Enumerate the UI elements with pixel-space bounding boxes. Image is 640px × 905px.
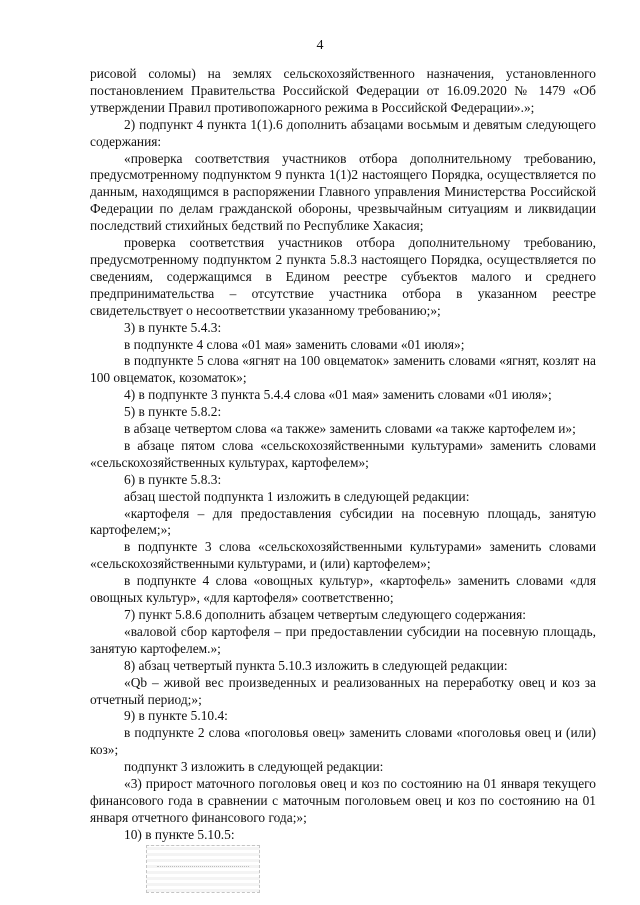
paragraph: в подпункте 4 слова «01 мая» заменить словами «01 июля»; — [124, 336, 465, 352]
paragraph: 10) в пункте 5.10.5: — [124, 826, 235, 842]
document-body — [90, 66, 596, 844]
paragraph: в подпункте 3 слова «сельскохозяйственными культурами» заменить словами «сельскохозяйственными культурами, и (или) картофелем»; — [90, 539, 596, 572]
paragraph: в подпункте 2 слова «поголовья овец» заменить словами «поголовья овец и (или) коз»; — [90, 725, 596, 758]
paragraph: 6) в пункте 5.8.3: — [124, 471, 222, 487]
paragraph: «3) прирост маточного поголовья овец и коз по состоянию на 01 января текущего финансового года в сравнении с маточным поголовьем овец и коз по состоянию на 01 января отчетного финансового года;»; — [90, 776, 596, 825]
paragraph: «картофеля – для предоставления субсидии на посевную площадь, занятую картофелем;»; — [90, 505, 596, 538]
page-number: 4 — [316, 38, 324, 53]
paragraph: в абзаце пятом слова «сельскохозяйственными культурами» заменить словами «сельскохозяйственных культурах, картофелем»; — [90, 437, 596, 470]
paragraph: подпункт 3 изложить в следующей редакции: — [124, 759, 384, 775]
paragraph: 4) в подпункте 3 пункта 5.4.4 слова «01 мая» заменить словами «01 июля»; — [124, 387, 552, 403]
paragraph: «проверка соответствия участников отбора дополнительному требованию, предусмотренному подпунктом 9 пункта 1(1)2 настоящего Порядка, осуществляется по данным, находящимся в распоряжении Главного управления Министерства Российской Федерации по делам гражданской обороны, чрезвычайным ситуациям и ликвидации последствий стихийных бедствий по Республике Хакасия; — [90, 150, 596, 234]
paragraph: 3) в пункте 5.4.3: — [124, 319, 222, 335]
paragraph: 9) в пункте 5.10.4: — [124, 708, 228, 724]
paragraph: 5) в пункте 5.8.2: — [124, 404, 222, 420]
faded-stamp — [146, 845, 260, 893]
paragraph: рисовой соломы) на землях сельскохозяйственного назначения, установленного постановлением Правительства Российской Федерации от 16.09.2020 № 1479 «Об утверждении Правил противопожарного режима в Российской Федерации».»; — [90, 66, 596, 115]
paragraph: в абзаце четвертом слова «а также» заменить словами «а также картофелем и»; — [124, 421, 576, 437]
paragraph: в подпункте 4 слова «овощных культур», «картофель» заменить словами «для овощных культур», «для картофеля» соответственно; — [90, 573, 596, 606]
paragraph: 2) подпункт 4 пункта 1(1).6 дополнить абзацами восьмым и девятым следующего содержания: — [90, 116, 596, 149]
paragraph: «валовой сбор картофеля – при предоставлении субсидии на посевную площадь, занятую картофелем.»; — [90, 623, 596, 656]
paragraph: 8) абзац четвертый пункта 5.10.3 изложить в следующей редакции: — [124, 657, 508, 673]
paragraph: абзац шестой подпункта 1 изложить в следующей редакции: — [124, 488, 470, 504]
paragraph: проверка соответствия участников отбора дополнительному требованию, предусмотренному подпунктом 2 пункта 5.8.3 настоящего Порядка, осуществляется по сведениям, содержащимся в Едином реестре субъектов малого и среднего предпринимательства – отсутствие участника отбора в указанном реестре свидетельствует о несоответствии указанному требованию;»; — [90, 235, 596, 318]
paragraph: в подпункте 5 слова «ягнят на 100 овцематок» заменить словами «ягнят, козлят на 100 овцематок, козоматок»; — [90, 353, 596, 386]
paragraph: 7) пункт 5.8.6 дополнить абзацем четвертым следующего содержания: — [124, 607, 526, 622]
paragraph: «Qb – живой вес произведенных и реализованных на переработку овец и коз за отчетный период;»; — [90, 674, 596, 707]
